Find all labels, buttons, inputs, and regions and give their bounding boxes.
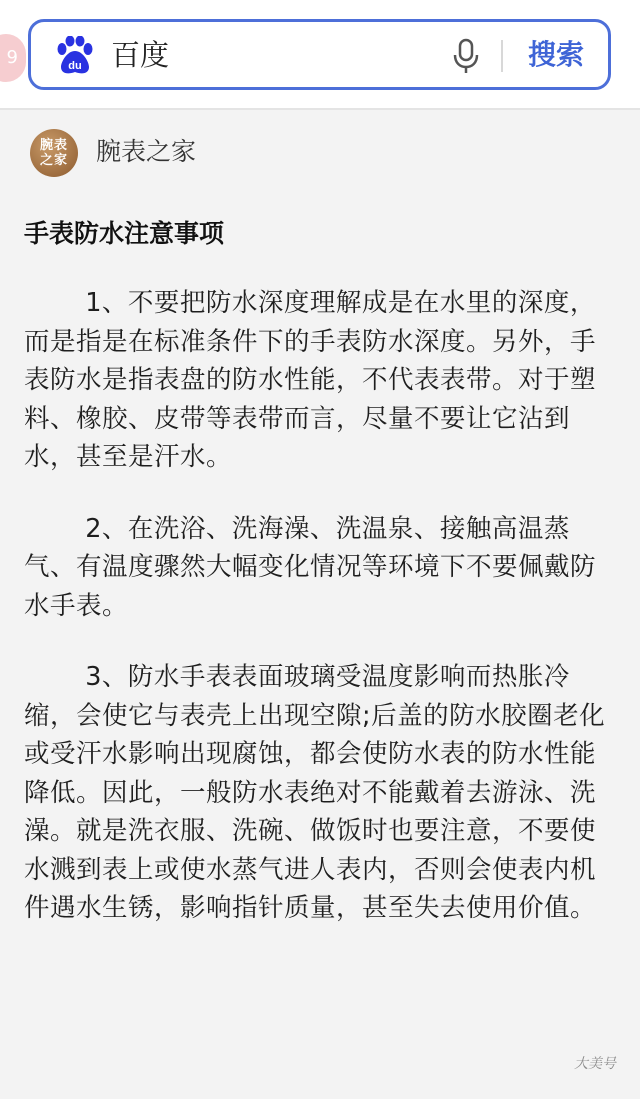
search-divider: [501, 40, 503, 72]
article-title: 手表防水注意事项: [24, 219, 225, 248]
microphone-icon[interactable]: [451, 37, 481, 75]
article-body: [24, 214, 620, 961]
source-row[interactable]: [0, 110, 640, 190]
side-tab[interactable]: 9: [0, 34, 26, 82]
search-button[interactable]: 搜索: [528, 38, 585, 71]
article-paragraph-3: 3、防水手表表面玻璃受温度影响而热胀冷缩，会使它与表壳上出现空隙;后盖的防水胶圈老化或受汗水影响出现腐蚀，都会使防水表的防水性能降低。因此，一般防水表绝对不能戴着去游泳、洗澡。就是洗衣服、洗碗、做饭时也要注意，不要使水溅到表上或使水蒸气进人表内，否则会使表内机件遇水生锈，影响指针质量，甚至失去使用价值。: [24, 662, 606, 923]
article-paragraph-2: 2、在洗浴、洗海澡、洗温泉、接触高温蒸气、有温度骤然大幅变化情况等环境下不要佩戴防水手表。: [24, 513, 597, 621]
baidu-paw-icon: [53, 36, 97, 76]
watermark: 大美号: [574, 1056, 616, 1072]
top-search-bar: [0, 0, 640, 108]
source-logo[interactable]: 腕表 之家: [30, 129, 78, 177]
source-name[interactable]: 腕表之家: [96, 137, 197, 166]
svg-text:du: du: [68, 60, 82, 72]
article-paragraph-1: 1、不要把防水深度理解成是在水里的深度，而是指是在标准条件下的手表防水深度。另外，手表防水是指表盘的防水性能，不代表表带。对于塑料、橡胶、皮带等表带而言，尽量不要让它沾到水，甚至是汗水。: [24, 288, 597, 472]
search-input[interactable]: 百度: [111, 38, 170, 72]
search-box[interactable]: [28, 19, 611, 90]
